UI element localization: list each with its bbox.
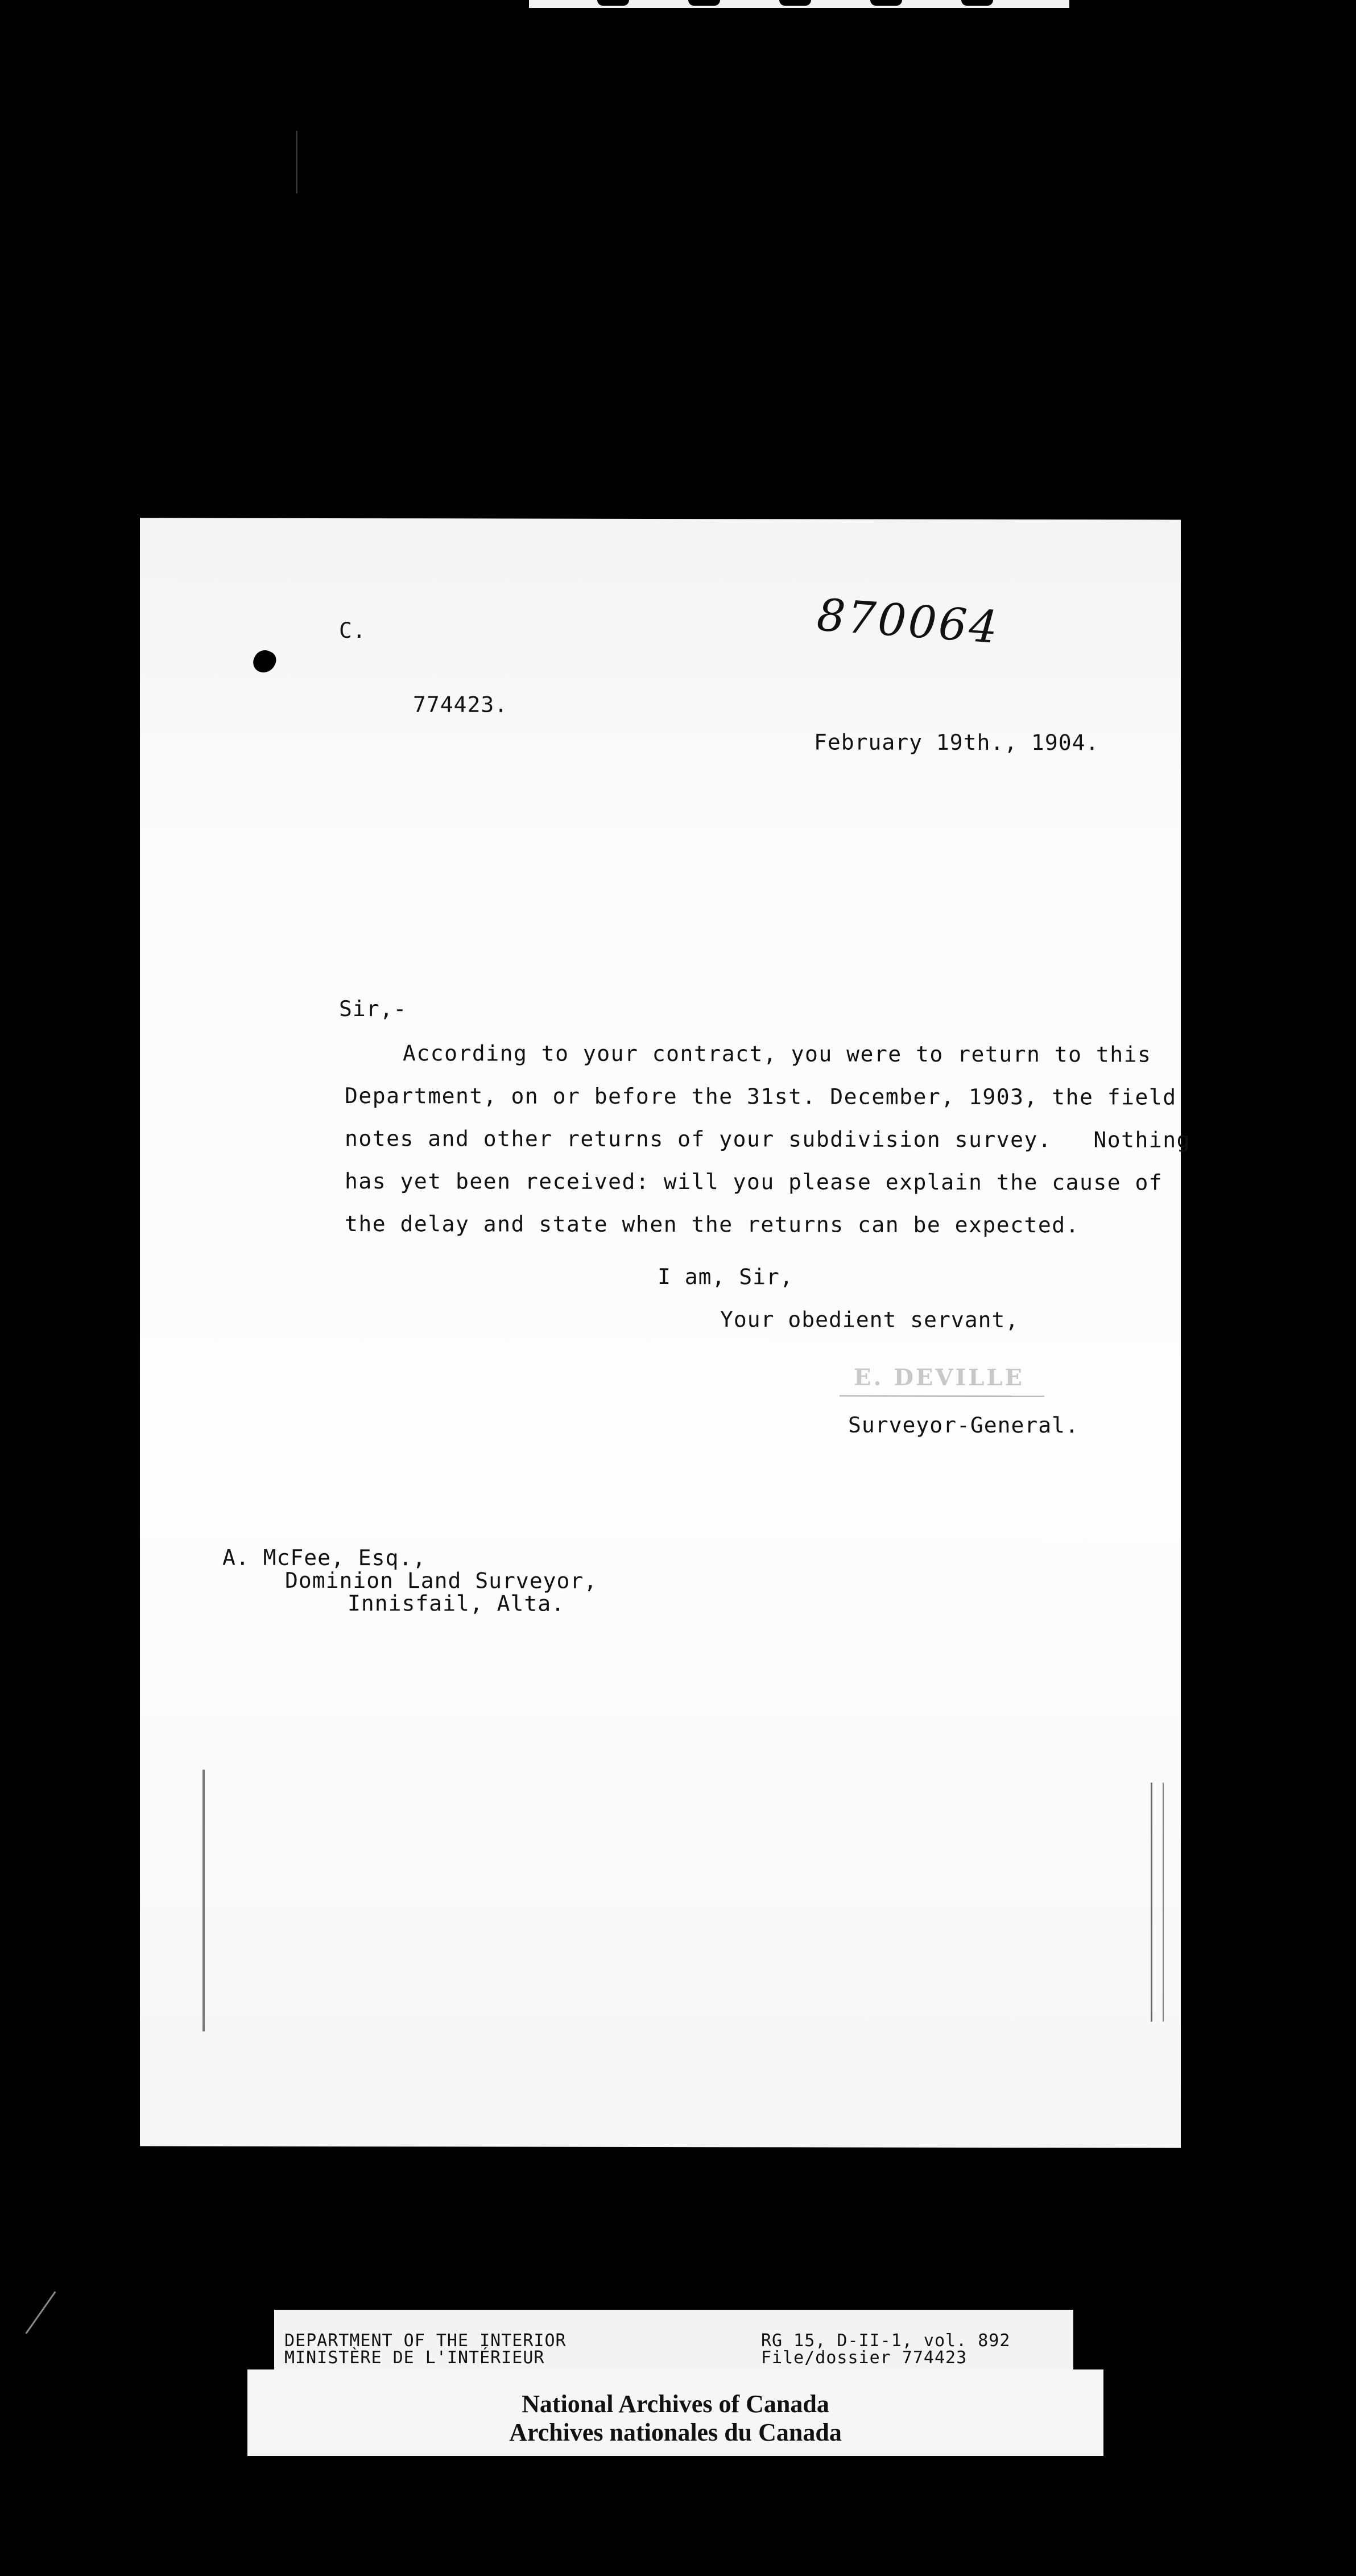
department-name-en: DEPARTMENT OF THE INTERIOR xyxy=(284,2331,567,2351)
ink-blot xyxy=(250,647,279,676)
page-fold-left xyxy=(202,1770,205,2032)
signature-line xyxy=(840,1396,1044,1397)
body-line: has yet been received: will you please explain the cause of xyxy=(345,1169,1163,1195)
record-group: RG 15, D-II-1, vol. 892 xyxy=(761,2331,1011,2351)
archive-institution-label xyxy=(247,2369,1103,2456)
address-line: A. McFee, Esq., xyxy=(222,1545,427,1571)
film-notch xyxy=(779,0,811,6)
address-line: Dominion Land Surveyor, xyxy=(285,1567,598,1594)
page-fold-right xyxy=(1151,1783,1164,2022)
film-notch xyxy=(688,0,720,6)
institution-name-en: National Archives of Canada xyxy=(522,2390,829,2418)
body-line: Department, on or before the 31st. December, 1903, the field xyxy=(345,1083,1177,1110)
film-scratch xyxy=(296,131,297,193)
archive-reference-label xyxy=(274,2310,1073,2369)
stamp-number: 870064 xyxy=(815,589,1002,654)
closing-line: I am, Sir, xyxy=(658,1264,793,1290)
film-strip-edge xyxy=(529,0,1069,8)
body-line: the delay and state when the returns can be expected. xyxy=(345,1211,1080,1238)
film-scratch xyxy=(25,2291,56,2334)
institution-name-fr: Archives nationales du Canada xyxy=(509,2418,842,2446)
department-name-fr: MINISTÈRE DE L'INTÉRIEUR xyxy=(284,2348,545,2368)
film-notch xyxy=(597,0,629,6)
address-line: Innisfail, Alta. xyxy=(348,1591,565,1616)
film-notch xyxy=(961,0,993,6)
letter-page xyxy=(140,518,1191,2148)
film-notch xyxy=(870,0,902,6)
closing-line-2: Your obedient servant, xyxy=(720,1307,1019,1333)
corner-letter: C. xyxy=(339,618,366,643)
signer-title: Surveyor-General. xyxy=(848,1412,1079,1438)
file-reference: 774423. xyxy=(413,692,509,717)
body-line: notes and other returns of your subdivision survey. Nothing xyxy=(345,1126,1191,1153)
signature-stamp: E. DEVILLE xyxy=(854,1364,1024,1392)
body-line: According to your contract, you were to return to this xyxy=(403,1041,1152,1067)
salutation: Sir,- xyxy=(339,996,407,1022)
letter-date: February 19th., 1904. xyxy=(814,729,1099,756)
file-number: File/dossier 774423 xyxy=(761,2348,968,2368)
